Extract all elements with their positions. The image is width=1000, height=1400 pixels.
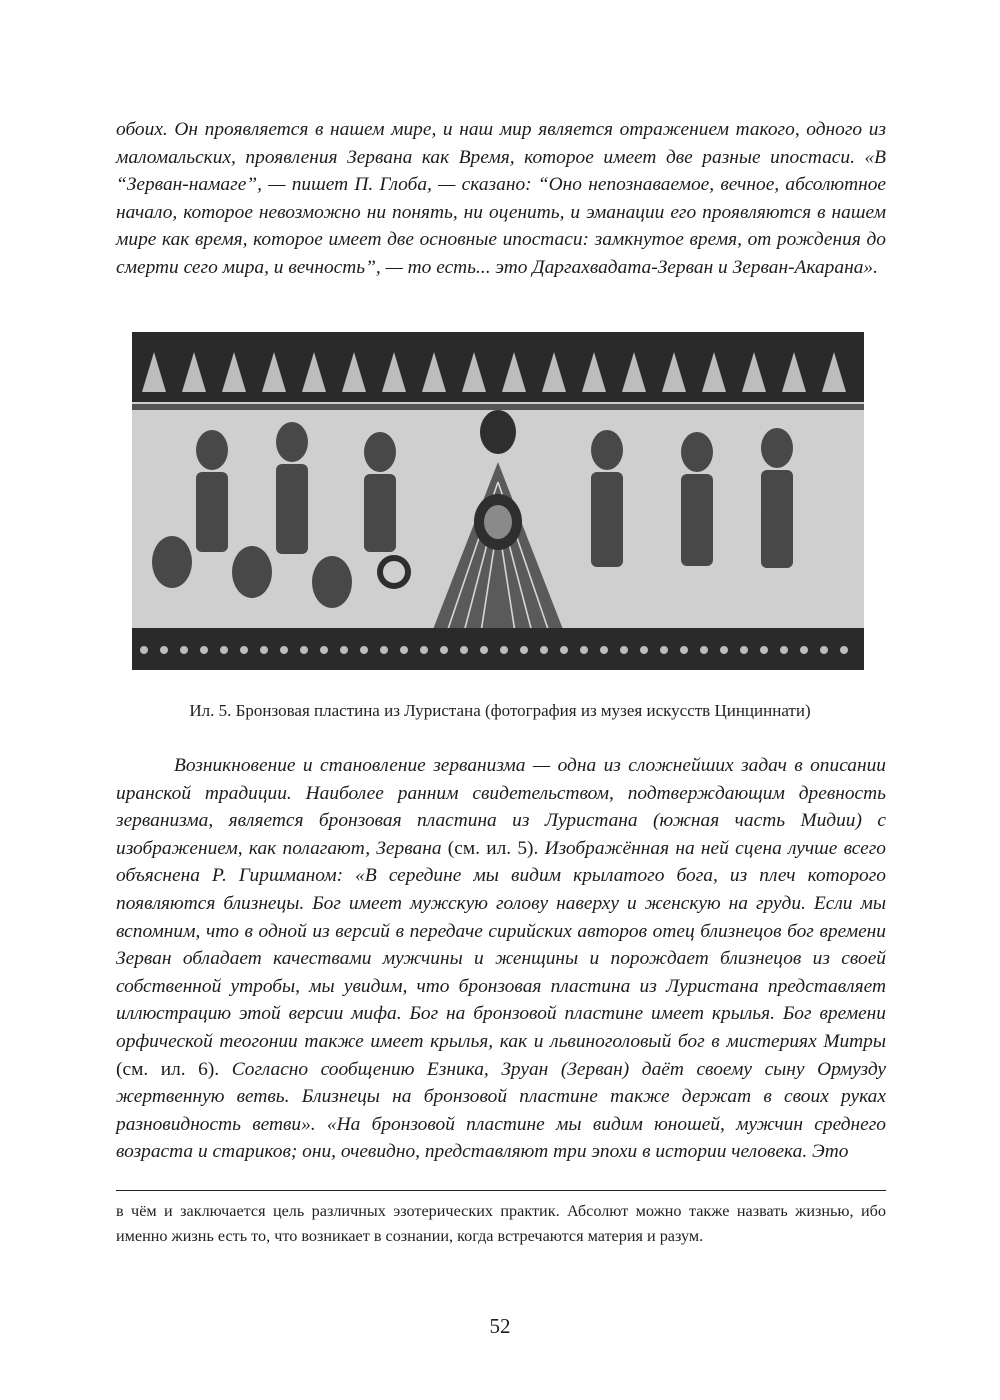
bronze-plate-image <box>132 332 864 670</box>
paragraph-continued: обоих. Он проявляется в нашем мире, и наш мир является отражением такого, одного из маломальских, проявления Зервана как Время, которое имеет две разные ипостаси. «В “Зерван-намаге”, — пишет П. Глоба, — сказано: “Оно непознаваемое, вечное, абсолютное начало, которое невозможно ни понять, ни оценить, и эманации его проявляются в нашем мире как время, которое имеет две основные ипостаси: замкнутое время, от рождения до смерти сего мира, и вечность”, — то есть... это Даргахвадата-Зерван и Зерван-Акарана». <box>116 119 886 278</box>
bronze-plate-figure <box>132 332 864 670</box>
figure-reference: (см. ил. 6). <box>116 1058 220 1080</box>
page-number: 52 <box>489 1314 511 1338</box>
footnote: в чём и заключается цель различных эзотерических практик. Абсолют можно также назвать жизнью, ибо именно жизнь есть то, что возникает в сознании, когда встречаются материя и разум. <box>116 1202 886 1245</box>
paragraph-text: Изображённая на ней сцена лучше всего объяснена Р. Гиршманом: «В середине мы видим крылатого бога, из плеч которого появляются близнецы. Бог имеет мужскую голову наверху и женскую на груди. Если мы вспомним, что в одной из версий в передаче сирийских авторов отец близнецов бог времени Зерван обладает качествами мужчины и женщины и порождает близнецов из своей собственной утробы, мы увидим, что бронзовая пластина из Луристана представляет иллюстрацию этой версии мифа. Бог на бронзовой пластине имеет крылья. Бог времени орфической теогонии также имеет крылья, как и львиноголовый бог в мистериях Митры <box>116 837 886 1052</box>
figure-reference: (см. ил. 5). <box>447 837 539 859</box>
paragraph-main <box>116 752 886 1166</box>
paragraph-text: Согласно сообщению Езника, Зруан (Зерван) даёт своему сыну Ормузду жертвенную ветвь. Близнецы на бронзовой пластине также держат в своих руках разновидность ветви». «На бронзовой пластине мы видим юношей, мужчин среднего возраста и стариков; они, очевидно, представляют три эпохи в истории человека. Это <box>116 1058 887 1163</box>
paragraph-text: Возникновение и становление зерванизма — одна из сложнейших задач в описании иранской традиции. Наиболее ранним свидетельством, подтверждающим древность зерванизма, является бронзовая пластина из Луристана (южная часть Мидии) с изображением, как полагают, Зервана <box>116 755 886 859</box>
footnote-separator <box>116 1190 886 1191</box>
figure-caption: Ил. 5. Бронзовая пластина из Луристана (фотография из музея искусств Цинциннати) <box>189 701 811 720</box>
